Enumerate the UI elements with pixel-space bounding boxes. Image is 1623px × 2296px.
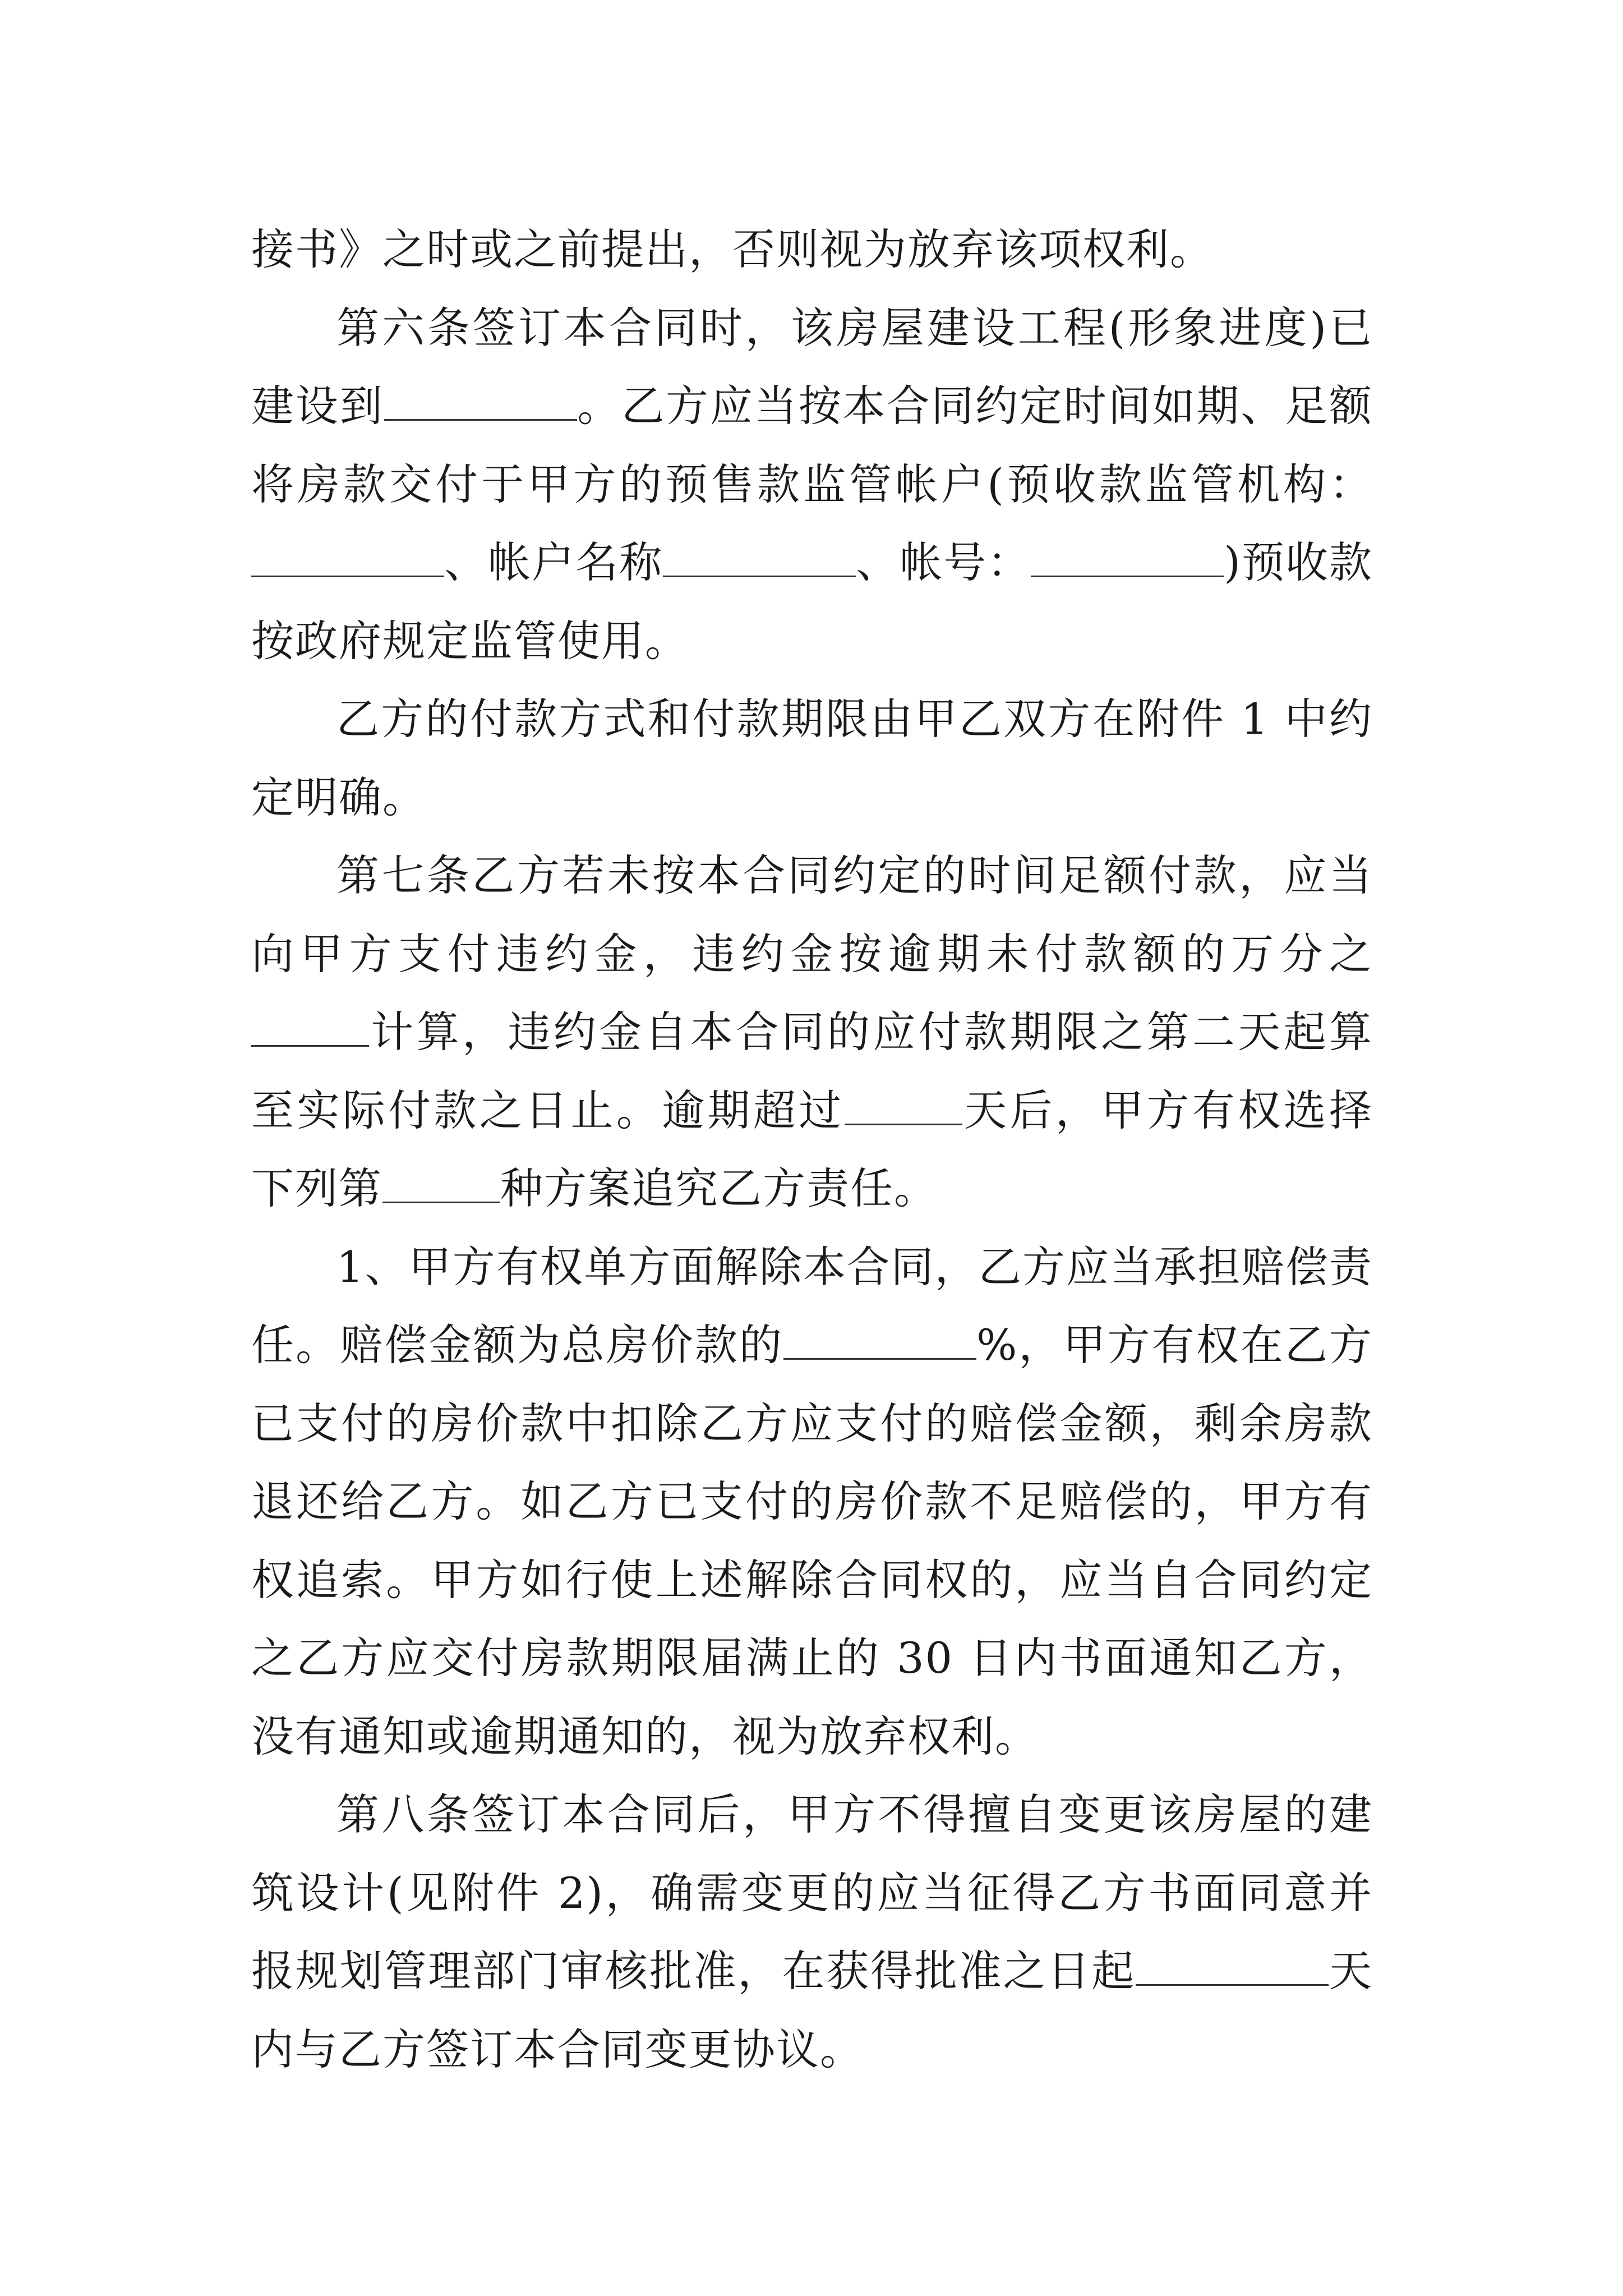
text-segment: 乙方的付款方式和付款期限由甲乙双方在附件 1 中约定明确。 [251,694,1373,822]
document-body [251,210,1373,2088]
text-segment: 接书》之时或之前提出，否则视为放弃该项权利。 [251,224,1214,274]
fill-in-blank [845,1087,962,1125]
text-segment: 计算，违约金自本合同的应付款期限之第二天起算至实际付款之日止。逾期超过 [251,1007,1373,1135]
fill-in-blank [663,539,856,577]
text-segment: 天后，甲方有权选择下列第 [251,1085,1373,1213]
text-segment: 、帐号： [856,537,1031,587]
fill-in-blank [1031,539,1224,577]
text-segment: 、帐户名称 [444,537,663,587]
text-segment: 第八条签订本合同后，甲方不得擅自变更该房屋的建筑设计(见附件 2)，确需变更的应当征得乙方书面同意并报规划管理部门审核批准，在获得批准之日起 [251,1789,1373,1996]
text-segment: %，甲方有权在乙方已支付的房价款中扣除乙方应支付的赔偿金额，剩余房款退还给乙方。如乙方已支付的房价款不足赔偿的，甲方有权追索。甲方如行使上述解除合同权的，应当自合同约定之乙方应交付房款期限届满止的 30 日内书面通知乙方，没有通知或逾期通知的，视为放弃权利。 [251,1320,1373,1761]
text-segment: 1、甲方有权单方面解除本合同，乙方应当承担赔偿责任。赔偿金额为总房价款的 [251,1241,1373,1370]
text-segment: 天内与乙方签订本合同变更协议。 [251,1946,1373,2074]
fill-in-blank [382,1165,500,1203]
text-segment: )预收款按政府规定监管使用。 [251,537,1373,666]
paragraph-article-6 [251,289,1373,680]
paragraph-continuation [251,210,1373,289]
text-segment: 第六条签订本合同时，该房屋建设工程(形象进度)已建设到 [251,302,1373,431]
text-segment: 种方案追究乙方责任。 [500,1163,938,1213]
fill-in-blank [251,1008,369,1047]
paragraph-article-7 [251,836,1373,1228]
text-segment: 第七条乙方若未按本合同约定的时间足额付款，应当向甲方支付违约金，违约金按逾期未付款额的万分之 [251,850,1373,979]
fill-in-blank [783,1321,976,1360]
text-segment: 。乙方应当按本合同约定时间如期、足额将房款交付于甲方的预售款监管帐户(预收款监管机构： [251,381,1373,509]
fill-in-blank [251,539,444,577]
paragraph-option-1 [251,1228,1373,1776]
paragraph-article-8 [251,1775,1373,2088]
paragraph-payment-method [251,680,1373,836]
fill-in-blank [384,382,577,421]
fill-in-blank [1136,1947,1329,1986]
